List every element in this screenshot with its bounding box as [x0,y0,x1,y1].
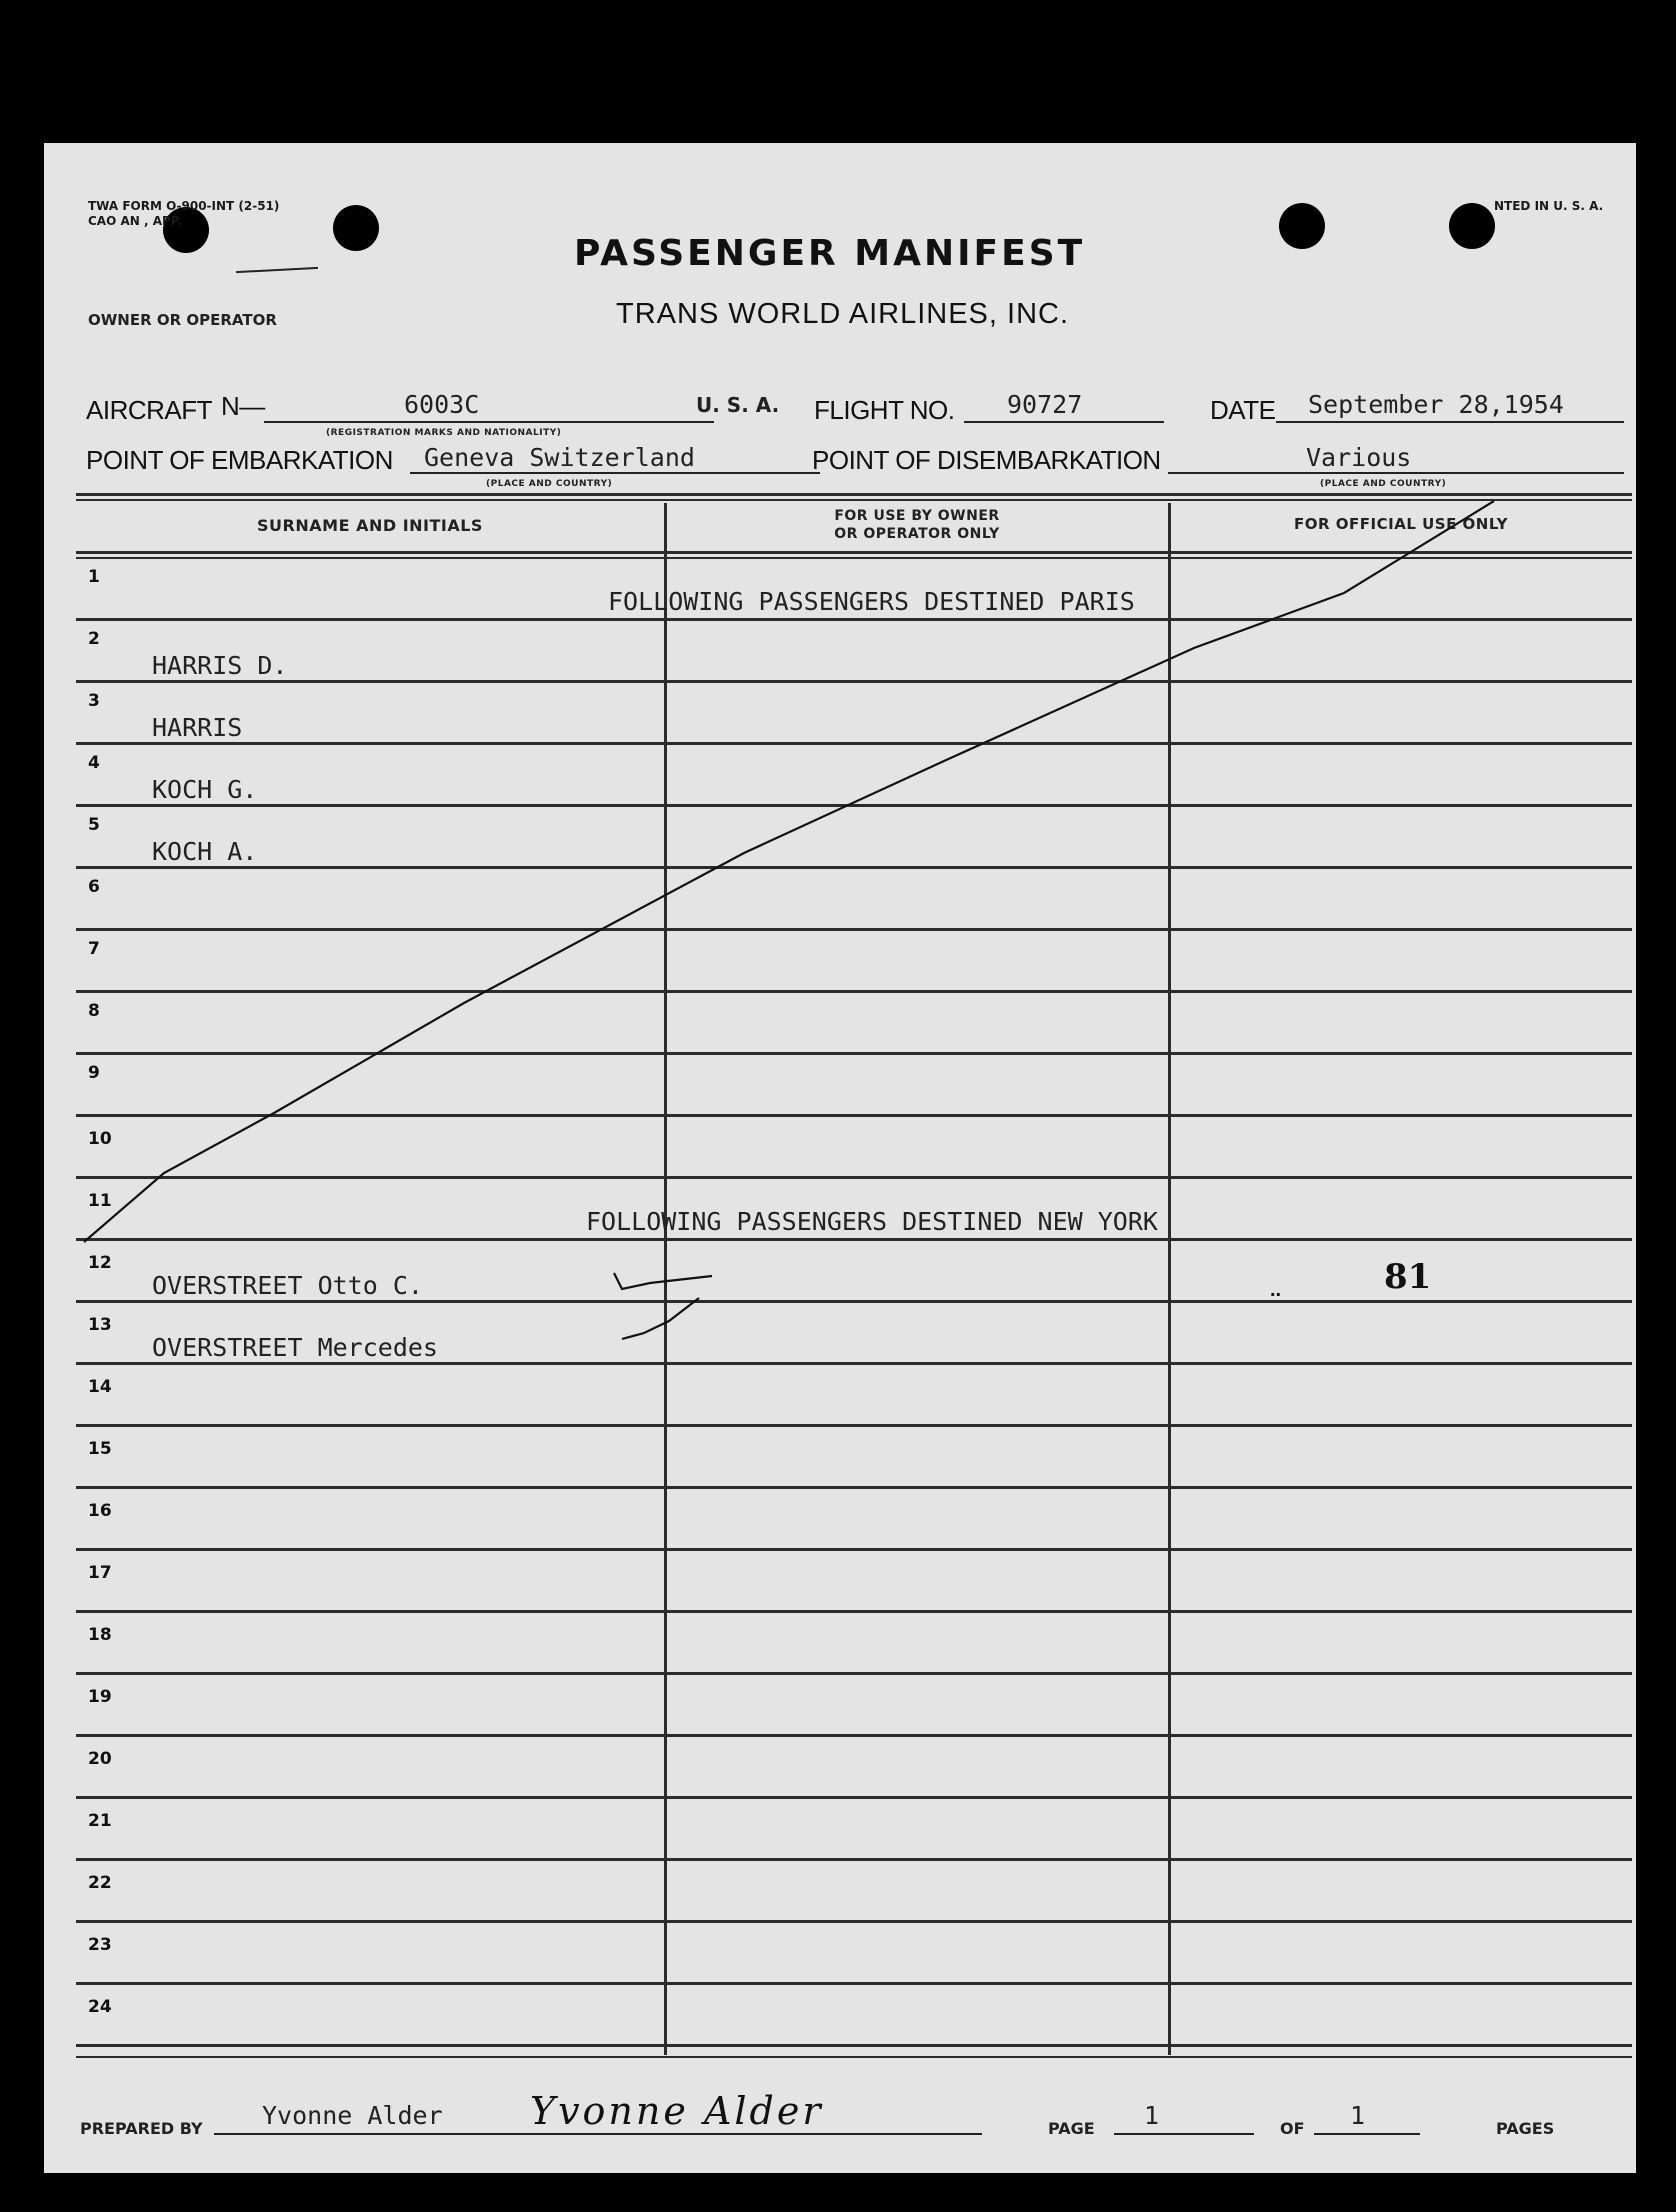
page-value: 1 [1144,2101,1160,2130]
column-header-official: FOR OFFICIAL USE ONLY [1294,515,1508,533]
passenger-name: HARRIS D. [152,651,288,680]
page-title: PASSENGER MANIFEST [574,233,1086,274]
of-label: OF [1280,2119,1305,2138]
registration-note: (REGISTRATION MARKS AND NATIONALITY) [326,428,562,438]
disembark-label: POINT OF DISEMBARKATION [812,445,1161,475]
column-header-surname: SURNAME AND INITIALS [257,516,483,535]
prepared-label: PREPARED BY [80,2119,203,2138]
owner-use-line2: OR OPERATOR ONLY [834,526,1000,542]
owner-use-line1: FOR USE BY OWNER [834,508,1000,524]
destination-note: FOLLOWING PASSENGERS DESTINED NEW YORK [586,1207,1158,1236]
row-number: 9 [88,1063,100,1083]
embark-value: Geneva Switzerland [424,443,695,472]
page-label: PAGE [1048,2119,1095,2138]
date-value: September 28,1954 [1308,390,1564,419]
flight-label: FLIGHT NO. [814,395,955,425]
stamp-dots: .. [1270,1279,1282,1301]
row-number: 21 [88,1811,112,1831]
row-number: 5 [88,815,100,835]
place-note-embark: (PLACE AND COUNTRY) [486,479,613,489]
passenger-name: OVERSTREET Mercedes [152,1333,438,1362]
row-number: 15 [88,1439,112,1459]
row-number: 12 [88,1253,112,1273]
date-label: DATE [1210,395,1276,425]
row-number: 4 [88,753,100,773]
aircraft-value: 6003C [404,390,480,419]
row-number: 18 [88,1625,112,1645]
aircraft-prefix: N— [221,391,265,421]
form-id-line1: TWA FORM O-900-INT (2-51) [88,199,280,213]
row-number: 20 [88,1749,112,1769]
row-number: 19 [88,1687,112,1707]
disembark-value: Various [1306,443,1412,472]
row-number: 1 [88,567,100,587]
flight-value: 90727 [1007,390,1083,419]
owner-label: OWNER OR OPERATOR [88,311,277,329]
form-id-line2: CAO AN , APP. [88,214,182,228]
check-mark [622,1298,699,1339]
row-number: 23 [88,1935,112,1955]
row-number: 2 [88,629,100,649]
manifest-sheet [44,143,1636,2173]
row-number: 11 [88,1191,112,1211]
signature: Yvonne Alder [530,2089,824,2133]
destination-note: FOLLOWING PASSENGERS DESTINED PARIS [608,587,1135,616]
page-subtitle: TRANS WORLD AIRLINES, INC. [616,298,1070,330]
row-number: 3 [88,691,100,711]
passenger-name: KOCH G. [152,775,258,804]
row-number: 14 [88,1377,112,1397]
passenger-name: HARRIS [152,713,243,742]
nationality: U. S. A. [696,393,780,417]
check-mark [614,1273,712,1289]
row-number: 22 [88,1873,112,1893]
row-number: 6 [88,877,100,897]
prepared-value: Yvonne Alder [262,2101,443,2130]
row-number: 17 [88,1563,112,1583]
row-number: 24 [88,1997,112,2017]
embark-label: POINT OF EMBARKATION [86,445,393,475]
printed-in-usa: NTED IN U. S. A. [1494,199,1604,213]
cancel-line [84,501,1494,1242]
of-value: 1 [1350,2101,1366,2130]
passenger-name: OVERSTREET Otto C. [152,1271,423,1300]
row-number: 13 [88,1315,112,1335]
row-number: 8 [88,1001,100,1021]
aircraft-label: AIRCRAFT [86,395,212,425]
official-stamp: 81 [1384,1257,1432,1297]
pen-strokes [44,143,1636,2173]
row-number: 16 [88,1501,112,1521]
place-note-disembark: (PLACE AND COUNTRY) [1320,479,1447,489]
row-number: 7 [88,939,100,959]
row-number: 10 [88,1129,112,1149]
passenger-name: KOCH A. [152,837,258,866]
pages-label: PAGES [1496,2119,1555,2138]
